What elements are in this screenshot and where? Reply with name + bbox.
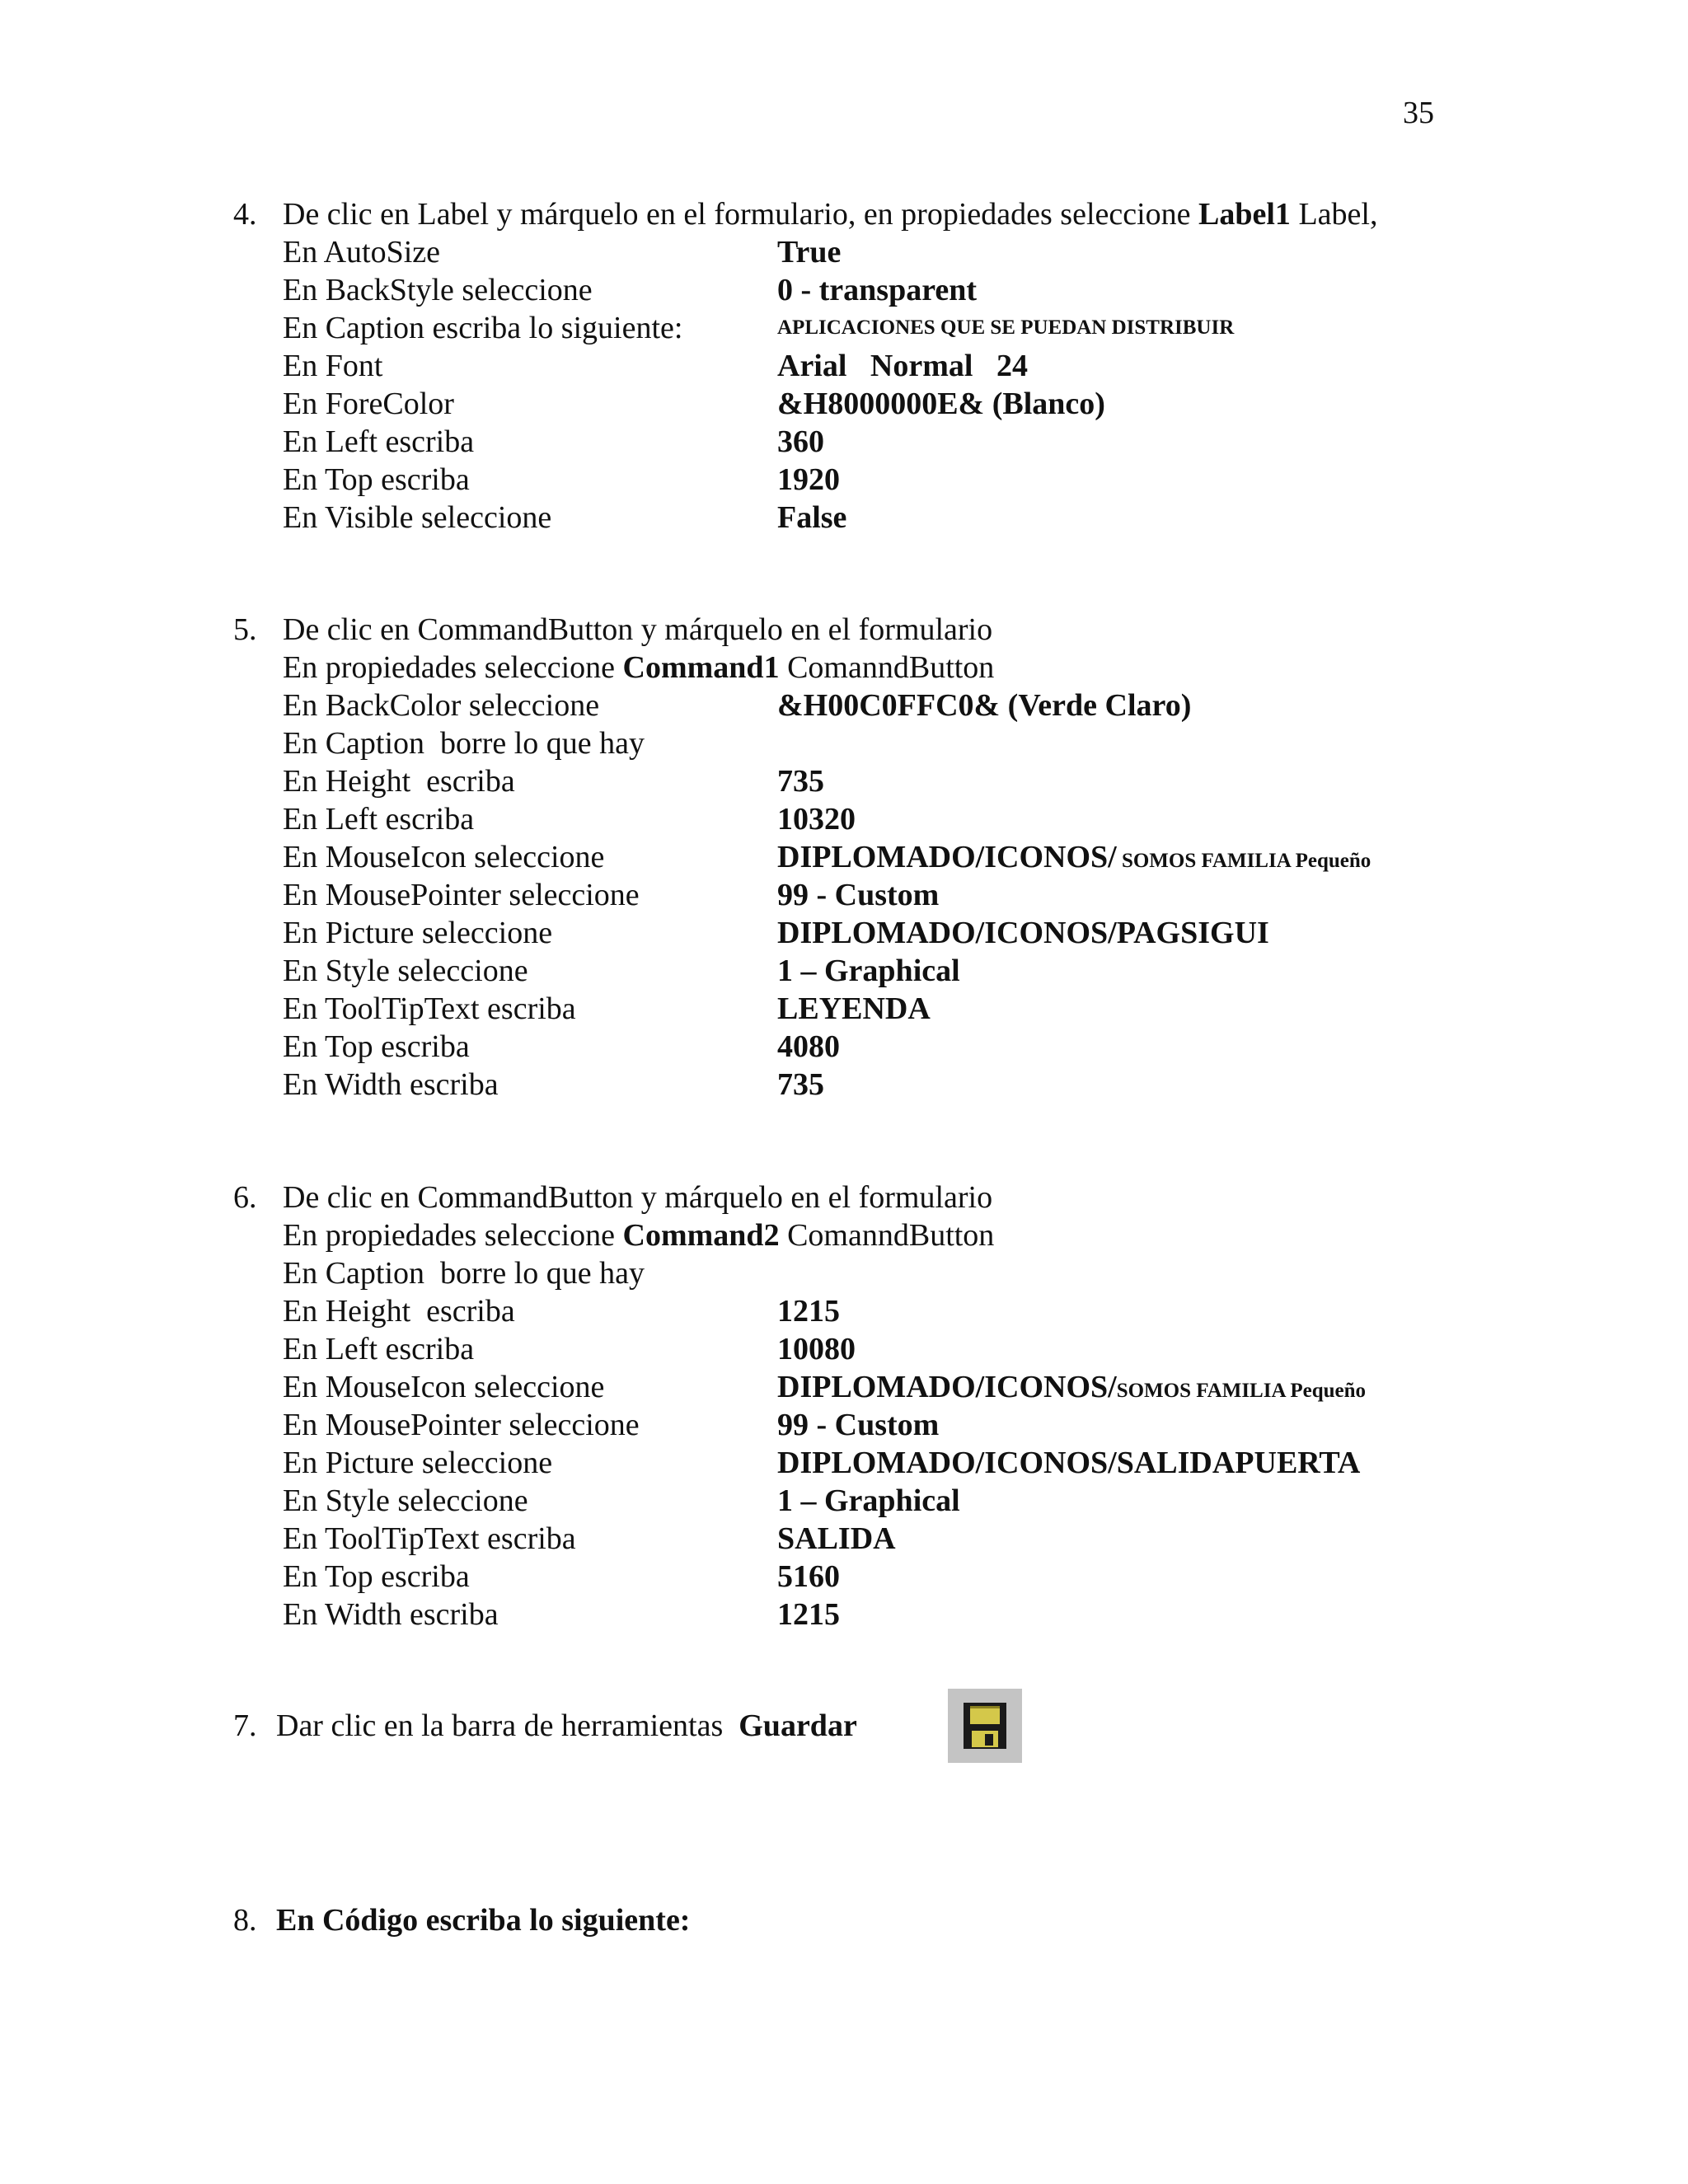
property-value: False <box>777 500 847 535</box>
props-bold: Command1 <box>622 650 780 685</box>
property-row <box>283 1368 1367 1406</box>
property-label: En Height escriba <box>283 764 515 799</box>
property-label: En Picture seleccione <box>283 916 553 950</box>
section-bold-text: En Código escriba lo siguiente: <box>276 1903 691 1938</box>
page-number: 35 <box>1403 96 1434 130</box>
property-value: DIPLOMADO/ICONOS/SALIDAPUERTA <box>777 1446 1361 1480</box>
property-label: En Caption borre lo que hay <box>283 1256 645 1291</box>
property-label: En Left escriba <box>283 802 475 837</box>
property-row <box>283 1520 994 1558</box>
section-number: 4. <box>233 197 257 232</box>
property-value <box>777 838 1371 880</box>
section-intro <box>283 195 1377 233</box>
property-value: 4080 <box>777 1029 840 1064</box>
property-row <box>283 1406 994 1444</box>
section-6 <box>233 1179 1367 1633</box>
property-value: SALIDA <box>777 1521 896 1556</box>
property-label: En Left escriba <box>283 424 475 459</box>
property-value: 99 - Custom <box>777 1408 940 1442</box>
property-row <box>283 1444 1361 1482</box>
property-row <box>283 990 994 1028</box>
property-value: 10320 <box>777 802 856 837</box>
instruction-text: Dar clic en la barra de herramientas <box>276 1708 739 1743</box>
props-text: En propiedades seleccione <box>283 650 623 685</box>
property-label: En MousePointer seleccione <box>283 1408 640 1442</box>
section-number: 8. <box>233 1903 257 1938</box>
property-label: En Top escriba <box>283 1559 470 1594</box>
property-value: 10080 <box>777 1332 856 1366</box>
property-value: 1 – Graphical <box>777 954 960 988</box>
property-row <box>283 914 1269 952</box>
property-value: 1215 <box>777 1294 840 1329</box>
property-label: En Caption borre lo que hay <box>283 726 645 761</box>
property-label: En Picture seleccione <box>283 1446 553 1480</box>
property-label: En Style seleccione <box>283 954 528 988</box>
property-value: &H00C0FFC0& (Verde Claro) <box>777 688 1192 723</box>
property-row <box>283 1558 994 1596</box>
property-value: &H8000000E& (Blanco) <box>777 387 1105 421</box>
value-small: SOMOS FAMILIA Pequeño <box>1116 1380 1367 1402</box>
section-4 <box>233 195 1378 537</box>
property-row <box>283 1292 994 1330</box>
property-value: 0 - transparent <box>777 273 978 307</box>
property-row <box>283 724 994 762</box>
props-end: ComanndButton <box>779 1218 995 1253</box>
property-label: En Top escriba <box>283 1029 470 1064</box>
property-row <box>283 1028 994 1066</box>
property-label: En MouseIcon seleccione <box>283 1370 605 1404</box>
value-small: SOMOS FAMILIA Pequeño <box>1116 850 1372 872</box>
property-value: 99 - Custom <box>777 878 940 912</box>
property-label: En BackStyle seleccione <box>283 273 593 307</box>
property-value: 5160 <box>777 1559 840 1594</box>
floppy-disk-save-icon <box>962 1701 1008 1750</box>
property-label: En ForeColor <box>283 387 454 421</box>
property-label: En MousePointer seleccione <box>283 878 640 912</box>
section-number: 5. <box>233 612 257 647</box>
property-row <box>283 952 994 990</box>
property-label: En Font <box>283 349 383 383</box>
section-number: 7. <box>233 1708 257 1743</box>
property-label: En MouseIcon seleccione <box>283 840 605 874</box>
section-5 <box>233 611 1372 1104</box>
property-value: LEYENDA <box>777 991 931 1026</box>
property-value: 360 <box>777 424 824 459</box>
property-label: En BackColor seleccione <box>283 688 600 723</box>
property-value: 735 <box>777 764 824 799</box>
value-main: DIPLOMADO/ICONOS/ <box>777 1370 1117 1404</box>
properties-line <box>283 1216 994 1254</box>
property-row <box>283 1482 994 1520</box>
property-row <box>283 800 994 838</box>
props-end: ComanndButton <box>779 650 995 685</box>
property-value: 1215 <box>777 1597 840 1632</box>
instruction-bold: Guardar <box>738 1708 857 1743</box>
section-intro: De clic en CommandButton y márquelo en el formulario <box>283 1180 993 1215</box>
section-6-heading <box>233 1179 994 1216</box>
property-value: APLICACIONES QUE SE PUEDAN DISTRIBUIR <box>777 316 1235 339</box>
props-text: En propiedades seleccione <box>283 1218 623 1253</box>
property-label: En Width escriba <box>283 1597 499 1632</box>
property-label: En Visible seleccione <box>283 500 552 535</box>
property-row <box>283 1596 994 1633</box>
property-row <box>283 1066 994 1104</box>
section-number: 6. <box>233 1180 257 1215</box>
property-row <box>283 762 994 800</box>
property-label: En Height escriba <box>283 1294 515 1329</box>
property-value: True <box>777 235 842 269</box>
intro-bold: Label1 <box>1198 197 1291 232</box>
property-label: En Left escriba <box>283 1332 475 1366</box>
section-intro: De clic en CommandButton y márquelo en el formulario <box>283 612 993 647</box>
property-label: En Caption escriba lo siguiente: <box>283 311 683 345</box>
property-label: En ToolTipText escriba <box>283 1521 576 1556</box>
intro-text: De clic en Label y márquelo en el formulario, en propiedades seleccione <box>283 197 1199 232</box>
property-value <box>777 1368 1366 1410</box>
property-value: 1 – Graphical <box>777 1483 960 1518</box>
property-row <box>283 838 1372 876</box>
property-value: Arial Normal 24 <box>777 349 1028 383</box>
section-4-heading <box>233 195 1378 233</box>
property-row <box>283 1254 994 1292</box>
property-row <box>283 687 1192 724</box>
property-label: En Width escriba <box>283 1067 499 1102</box>
value-main: DIPLOMADO/ICONOS/ <box>777 840 1117 874</box>
property-label: En AutoSize <box>283 235 441 269</box>
section-text <box>276 1707 857 1745</box>
property-value: DIPLOMADO/ICONOS/PAGSIGUI <box>777 916 1269 950</box>
property-label: En ToolTipText escriba <box>283 991 576 1026</box>
save-button[interactable] <box>948 1689 1022 1763</box>
property-row <box>283 876 994 914</box>
properties-line <box>283 649 994 687</box>
property-value: 735 <box>777 1067 824 1102</box>
intro-end: Label, <box>1290 197 1378 232</box>
property-value: 1920 <box>777 462 840 497</box>
property-label: En Top escriba <box>283 462 470 497</box>
property-row <box>283 1330 994 1368</box>
props-bold: Command2 <box>622 1218 780 1253</box>
property-label: En Style seleccione <box>283 1483 528 1518</box>
section-5-heading <box>233 611 994 649</box>
